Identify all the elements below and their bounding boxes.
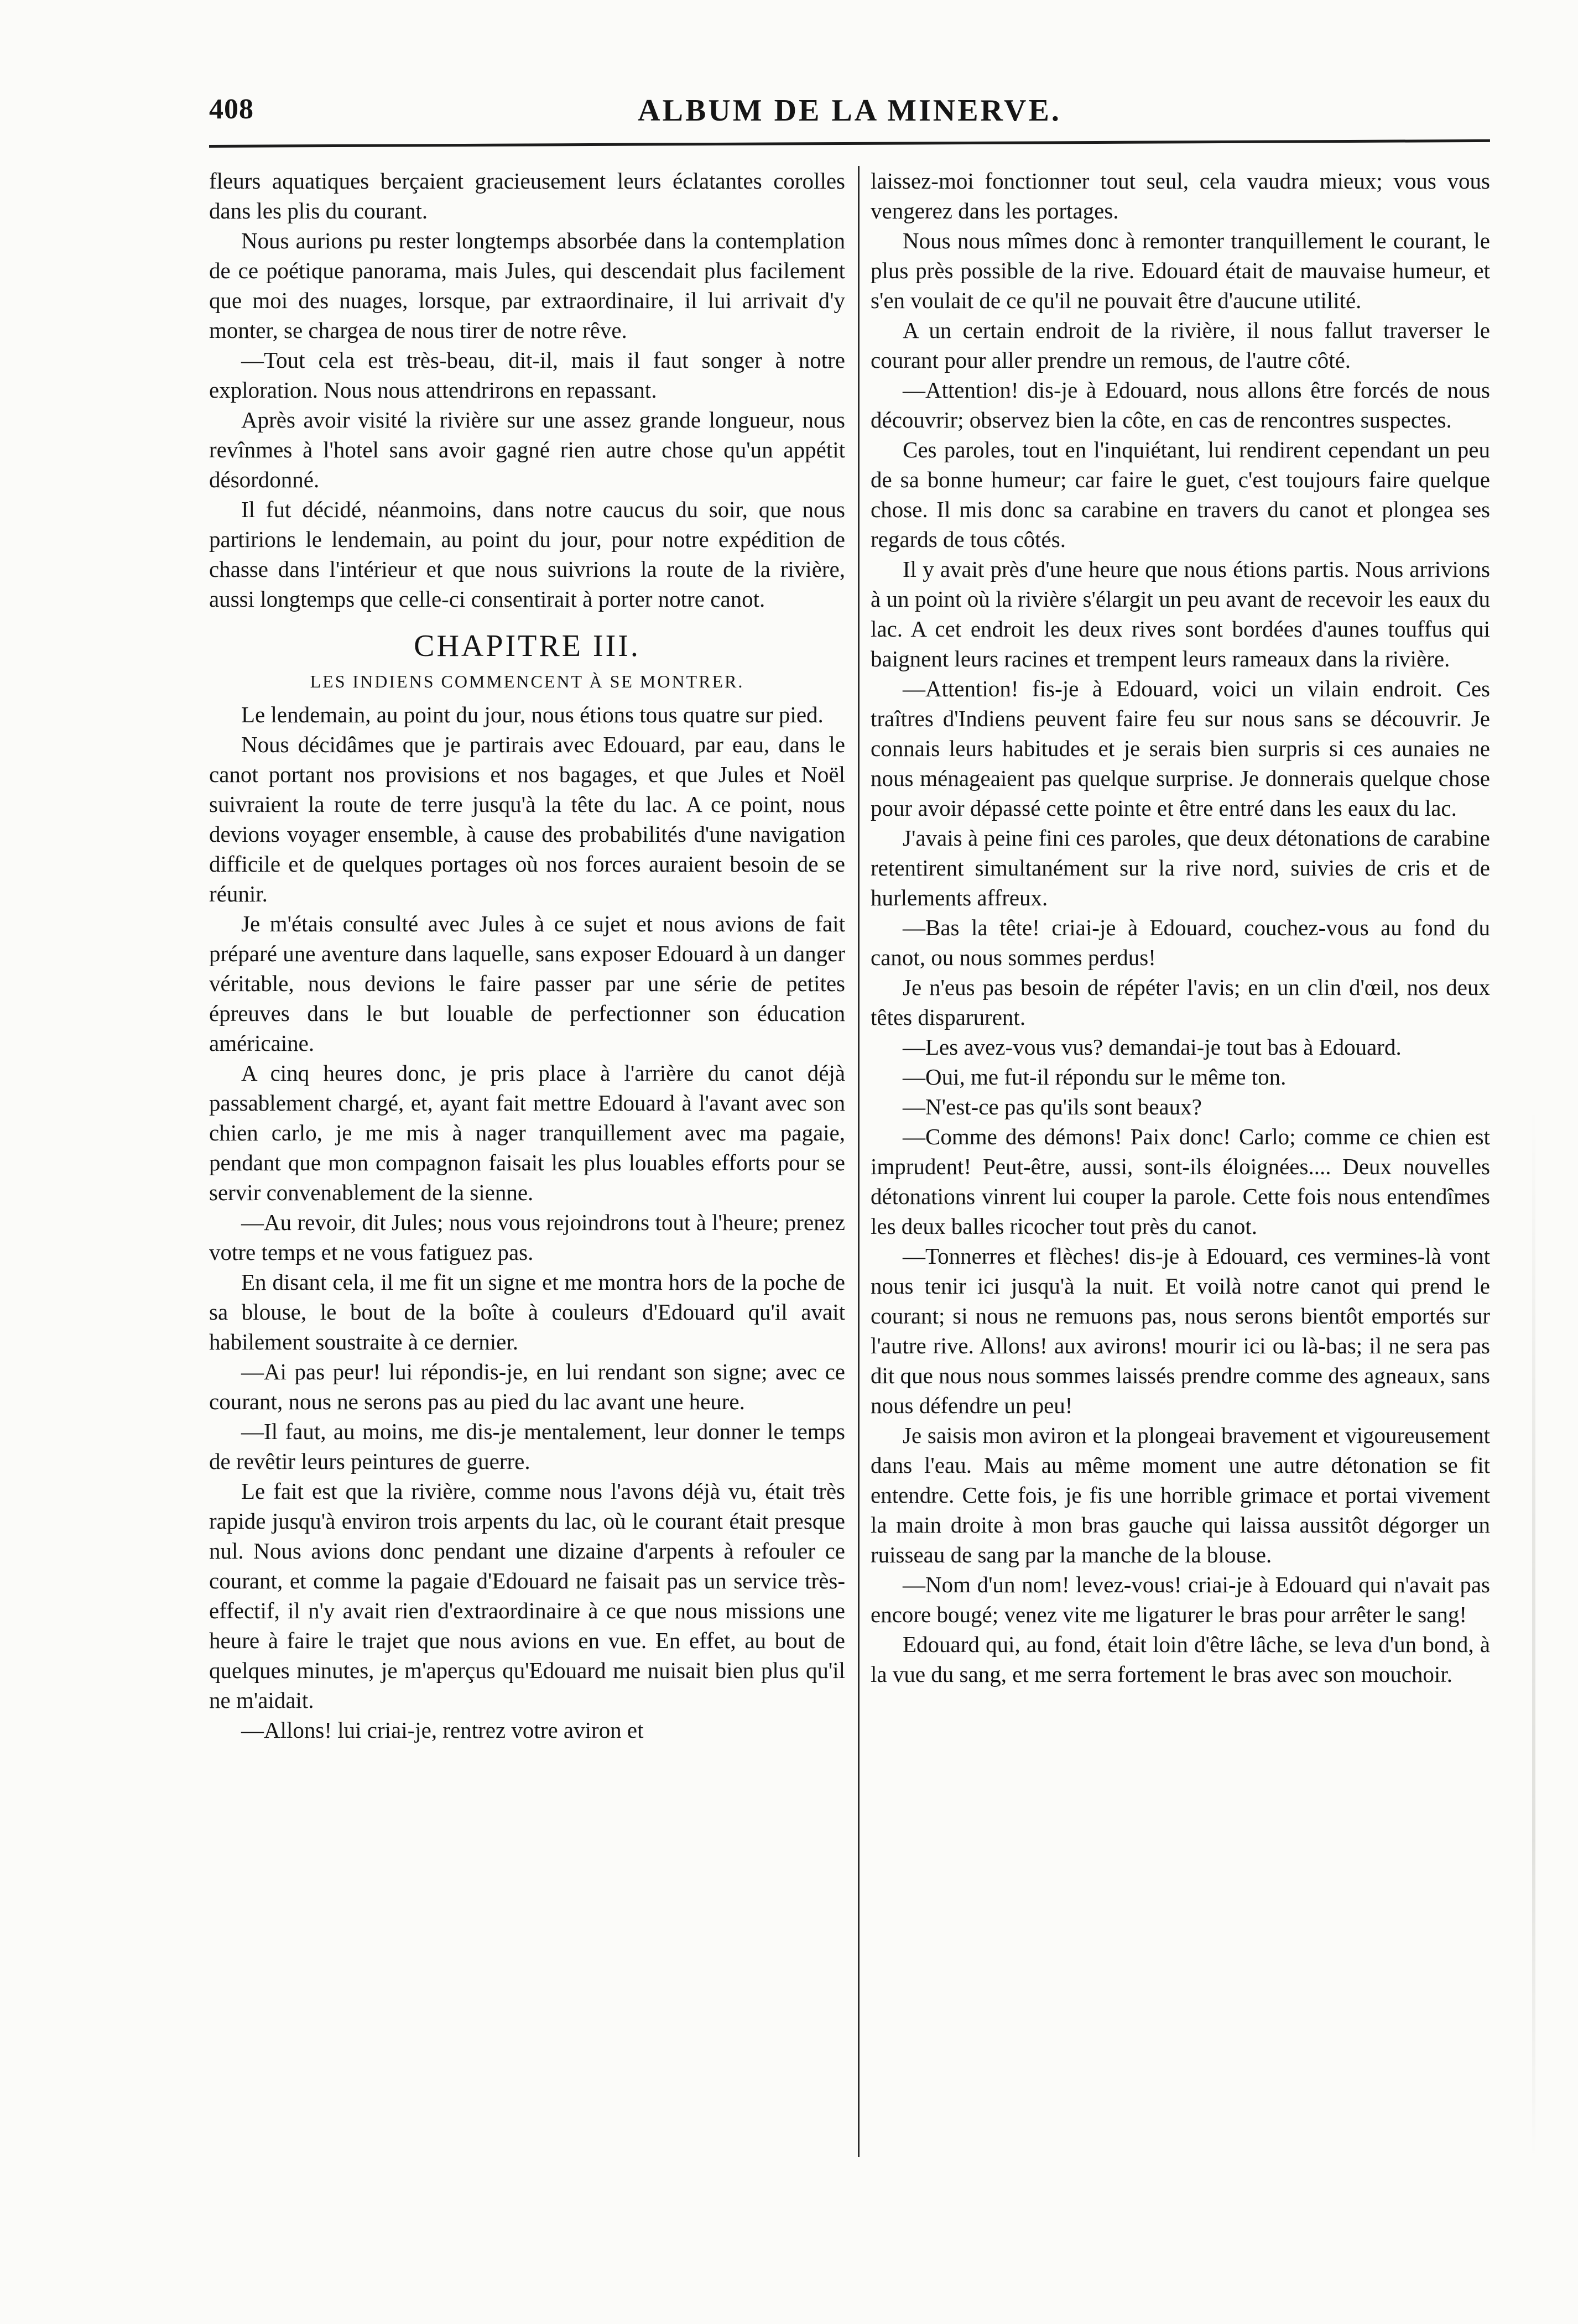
paragraph: Nous décidâmes que je partirais avec Edouard, par eau, dans le canot portant nos provisions et nos bagages, et que Jules et Noël suivraient la route de terre jusqu'à la tête du lac. A ce point, nous devions voyager ensemble, à cause des probabilités d'une navigation difficile et de quelques portages où nos forces auraient besoin de se réunir. xyxy=(209,732,845,906)
paragraph: —Comme des démons! Paix donc! Carlo; comme ce chien est imprudent! Peut-être, aussi, sont-ils éloignées.... Deux nouvelles détonations vinrent lui couper la parole. Cette fois nous entendîmes les deux balles ricocher tout près du canot. xyxy=(871,1124,1490,1239)
paragraph: En disant cela, il me fit un signe et me montra hors de la poche de sa blouse, le bout de la boîte à couleurs d'Edouard qu'il avait habilement soustraite à ce dernier. xyxy=(209,1269,845,1354)
paragraph: Nous nous mîmes donc à remonter tranquillement le courant, le plus près possible de la rive. Edouard était de mauvaise humeur, et s'en voulait de ce qu'il ne pouvait être d'aucune utilité. xyxy=(871,228,1490,313)
right-column xyxy=(871,166,1490,2190)
paragraph: —N'est-ce pas qu'ils sont beaux? xyxy=(903,1094,1202,1119)
header-rule xyxy=(209,139,1490,148)
paragraph: —Au revoir, dit Jules; nous vous rejoindrons tout à l'heure; prenez votre temps et ne vous fatiguez pas. xyxy=(209,1210,845,1265)
paragraph: —Ai pas peur! lui répondis-je, en lui rendant son signe; avec ce courant, nous ne serons pas au pied du lac avant une heure. xyxy=(209,1359,845,1414)
paragraph: —Allons! lui criai-je, rentrez votre aviron et xyxy=(241,1717,644,1743)
paragraph: A cinq heures donc, je pris place à l'arrière du canot déjà passablement chargé, et, ayant fait mettre Edouard à l'avant avec son chien carlo, je me mis à nager tranquillement avec ma pagaie, pendant que mon compagnon faisait les plus louables efforts pour se servir convenablement de la sienne. xyxy=(209,1060,845,1205)
paragraph: Le fait est que la rivière, comme nous l'avons déjà vu, était très rapide jusqu'à environ trois arpents du lac, où le courant était presque nul. Nous avions donc pendant une dizaine d'arpents à refouler ce courant, et comme la pagaie d'Edouard ne faisait pas un service très-effectif, il n'y avait rien d'extraordinaire à ce que nous missions une heure à faire le trajet que nous avions en vue. En effet, au bout de quelques minutes, je m'aperçus qu'Edouard me nuisait bien plus qu'il ne m'aidait. xyxy=(209,1478,845,1713)
paragraph: Après avoir visité la rivière sur une assez grande longueur, nous revînmes à l'hotel sans avoir gagné rien autre chose qu'un appétit désordonné. xyxy=(209,407,845,492)
paragraph: Il fut décidé, néanmoins, dans notre caucus du soir, que nous partirions le lendemain, au point du jour, pour notre expédition de chasse dans l'intérieur et que nous suivrions la route de la rivière, aussi longtemps que celle-ci consentirait à porter notre canot. xyxy=(209,497,845,612)
paragraph: —Attention! dis-je à Edouard, nous allons être forcés de nous découvrir; observez bien la côte, en cas de rencontres suspectes. xyxy=(871,377,1490,433)
paragraph: Je saisis mon aviron et la plongeai bravement et vigoureusement dans l'eau. Mais au même moment une autre détonation se fit entendre. Cette fois, je fis une horrible grimace et portai vivement la main droite à mon bras gauche qui laissa aussitôt dégorger un ruisseau de sang par la manche de la blouse. xyxy=(871,1422,1490,1567)
paragraph: —Les avez-vous vus? demandai-je tout bas à Edouard. xyxy=(903,1034,1402,1060)
paragraph: Je n'eus pas besoin de répéter l'avis; en un clin d'œil, nos deux têtes disparurent. xyxy=(871,975,1490,1030)
page-header xyxy=(209,93,1490,137)
paragraph: —Attention! fis-je à Edouard, voici un vilain endroit. Ces traîtres d'Indiens peuvent faire feu sur nous sans se découvrir. Je connais leurs habitudes et je serais bien surpris si ces aunaies ne nous ménageaient pas quelque surprise. Je donnerais quelque chose pour avoir dépassé cette pointe et être entré dans les eaux du lac. xyxy=(871,676,1490,821)
paragraph: —Il faut, au moins, me dis-je mentalement, leur donner le temps de revêtir leurs peintures de guerre. xyxy=(209,1419,845,1474)
paragraph: Nous aurions pu rester longtemps absorbée dans la contemplation de ce poétique panorama, mais Jules, qui descendait plus facilement que moi des nuages, lorsque, par extraordinaire, il lui arrivait d'y monter, se chargea de nous tirer de notre rêve. xyxy=(209,228,845,343)
paragraph: —Nom d'un nom! levez-vous! criai-je à Edouard qui n'avait pas encore bougé; venez vite me ligaturer le bras pour arrêter le sang! xyxy=(871,1572,1490,1627)
column-divider xyxy=(858,166,860,2157)
paragraph: —Tout cela est très-beau, dit-il, mais il faut songer à notre exploration. Nous nous attendrirons en repassant. xyxy=(209,347,845,403)
paragraph: Il y avait près d'une heure que nous étions partis. Nous arrivions à un point où la rivière s'élargit un peu avant de recevoir les eaux du lac. A cet endroit les deux rives sont bordées d'aunes touffus qui baignent leurs racines et trempent leurs rameaux dans la rivière. xyxy=(871,556,1490,671)
chapter-heading: CHAPITRE III. xyxy=(414,629,640,663)
page-edge-shadow xyxy=(1532,1106,1535,2157)
page-number: 408 xyxy=(209,93,254,125)
paragraph: —Bas la tête! criai-je à Edouard, couchez-vous au fond du canot, ou nous sommes perdus! xyxy=(871,915,1490,970)
paragraph: laissez-moi fonctionner tout seul, cela vaudra mieux; vous vous vengerez dans les portages. xyxy=(871,168,1490,223)
paragraph: A un certain endroit de la rivière, il nous fallut traverser le courant pour aller prendre un remous, de l'autre côté. xyxy=(871,317,1490,373)
paragraph: Le lendemain, au point du jour, nous étions tous quatre sur pied. xyxy=(241,702,824,727)
paragraph: —Oui, me fut-il répondu sur le même ton. xyxy=(903,1064,1287,1090)
paragraph: Ces paroles, tout en l'inquiétant, lui rendirent cependant un peu de sa bonne humeur; car faire le guet, c'est toujours faire quelque chose. Il mis donc sa carabine en travers du canot et plongea ses regards de tous côtés. xyxy=(871,437,1490,552)
paragraph: fleurs aquatiques berçaient gracieusement leurs éclatantes corolles dans les plis du courant. xyxy=(209,168,845,223)
running-title: ALBUM DE LA MINERVE. xyxy=(638,93,1061,128)
left-column xyxy=(209,166,845,2190)
paragraph: J'avais à peine fini ces paroles, que deux détonations de carabine retentirent simultanément sur la rive nord, suivies de cris et de hurlements affreux. xyxy=(871,825,1490,910)
paragraph: Edouard qui, au fond, était loin d'être lâche, se leva d'un bond, à la vue du sang, et me serra fortement le bras avec son mouchoir. xyxy=(871,1632,1490,1687)
paragraph: Je m'étais consulté avec Jules à ce sujet et nous avions de fait préparé une aventure dans laquelle, sans exposer Edouard à un danger véritable, nous devions le faire passer par une série de petites épreuves dans le but louable de perfectionner son éducation américaine. xyxy=(209,911,845,1056)
paragraph: —Tonnerres et flèches! dis-je à Edouard, ces vermines-là vont nous tenir ici jusqu'à la nuit. Et voilà notre canot qui prend le courant; si nous ne remuons pas, nous serons bientôt emportés sur l'autre rive. Allons! aux avirons! mourir ici ou là-bas; il ne sera pas dit que nous nous sommes laissés prendre comme des agneaux, sans nous défendre un peu! xyxy=(871,1243,1490,1418)
chapter-subtitle: LES INDIENS COMMENCENT À SE MONTRER. xyxy=(310,671,744,691)
